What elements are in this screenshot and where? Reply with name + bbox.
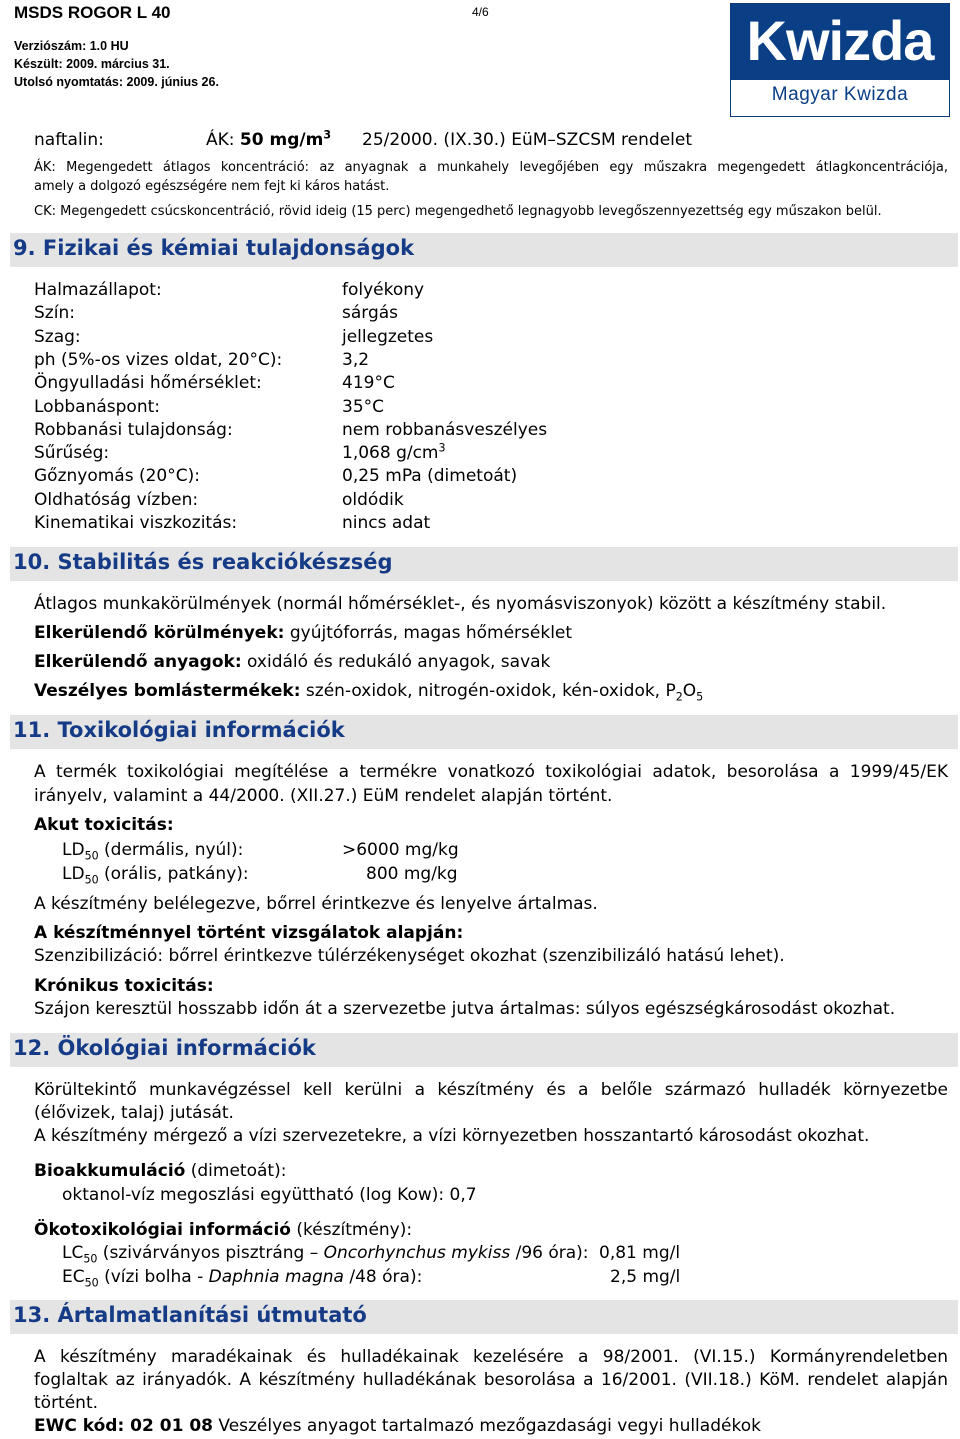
- ld50-oral-value: 800 mg/kg: [366, 864, 458, 884]
- section-11-heading: 11. Toxikológiai információk: [10, 715, 958, 749]
- property-value: 1,068 $g/cm^3$: [342, 441, 446, 463]
- lc50-trout-value: 0,81 mg/l: [599, 1243, 681, 1263]
- section-13-heading: 13. Ártalmatlanítási útmutató: [10, 1300, 958, 1334]
- ld50-dermal: $LD_{50}$ (dermális, nyúl):: [62, 840, 244, 863]
- property-value: jellegzetes: [342, 327, 434, 347]
- disposal-line1: A készítmény maradékainak és hulladékainak kezelésére a 98/2001. (VI.15.) Kormányrendeletben: [34, 1347, 948, 1367]
- chronic-toxicity-text: Szájon keresztül hosszabb időn át a szervezetbe jutva ártalmas: súlyos egészségkárosodást okozhat.: [34, 999, 896, 1019]
- tox-intro-line2: irányelv, valamint a 44/2000. (XII.27.) EüM rendelet alapján történt.: [34, 786, 613, 806]
- ck-definition: CK: Megengedett csúcskoncentráció, rövid ideig (15 perc) megengedhető legnagyobb levegőszennyezettség egy műszakon belül.: [34, 204, 882, 219]
- section-12-heading: 12. Ökológiai információk: [10, 1033, 958, 1067]
- property-value: sárgás: [342, 303, 399, 323]
- limit-ak: ÁK: 50 $mg/m^3$: [206, 128, 331, 150]
- page-header: [0, 0, 960, 120]
- bioaccumulation-label: Bioakkumuláció (dimetoát):: [34, 1161, 287, 1181]
- disposal-line3: történt.: [34, 1393, 99, 1413]
- eco-paragraph-line1: Körültekintő munkavégzéssel kell kerülni a készítmény és a belőle származó hulladék környezetbe: [34, 1080, 948, 1100]
- property-label: Robbanási tulajdonság:: [34, 420, 233, 440]
- property-label: Kinematikai viszkozitás:: [34, 513, 238, 533]
- kwizda-logo: [730, 3, 950, 117]
- ecotox-label: Ökotoxikológiai információ (készítmény):: [34, 1220, 413, 1240]
- bioaccumulation-value: oktanol-víz megoszlási együttható (log Kow): 0,7: [62, 1185, 477, 1205]
- property-label: Szín:: [34, 303, 75, 323]
- ec50-daphnia-value: 2,5 mg/l: [610, 1267, 681, 1287]
- property-label: Sűrűség:: [34, 443, 110, 463]
- printed-line: Utolsó nyomtatás: 2009. június 26.: [14, 75, 219, 89]
- materials-to-avoid: Elkerülendő anyagok: oxidáló és redukáló anyagok, savak: [34, 652, 551, 672]
- disposal-line2: foglaltak az irányadók. A készítmény hulladékának besorolása a 16/2001. (VII.18.) KöM. rendelet alapján: [34, 1370, 948, 1390]
- property-value: 419°C: [342, 373, 395, 393]
- property-label: Oldhatóság vízben:: [34, 490, 199, 510]
- section-9-heading: 9. Fizikai és kémiai tulajdonságok: [10, 233, 958, 267]
- chronic-toxicity-label: Krónikus toxicitás:: [34, 976, 214, 996]
- tox-intro-line1: A termék toxikológiai megítélése a termékre vonatkozó toxikológiai adatok, besorolása a 1999/45/EK: [34, 762, 948, 782]
- decomposition-products: Veszélyes bomlástermékek: szén-oxidok, nitrogén-oxidok, kén-oxidok, $P_2O_5$: [34, 681, 704, 704]
- property-value: oldódik: [342, 490, 404, 510]
- property-label: Lobbanáspont:: [34, 397, 160, 417]
- property-label: Szag:: [34, 327, 81, 347]
- page-number: 4/6: [472, 5, 489, 19]
- property-value: folyékony: [342, 280, 425, 300]
- ld50-oral: $LD_{50}$ (orális, patkány):: [62, 864, 249, 887]
- limit-reference: 25/2000. (IX.30.) EüM–SZCSM rendelet: [362, 130, 692, 150]
- created-line: Készült: 2009. március 31.: [14, 57, 170, 71]
- logo-subtitle: Magyar Kwizda: [771, 84, 909, 105]
- ld50-dermal-value: >6000 mg/kg: [342, 840, 459, 860]
- property-value: nincs adat: [342, 513, 431, 533]
- harmful-statement: A készítmény belélegezve, bőrrel érintkezve és lenyelve ártalmas.: [34, 894, 598, 914]
- document-title: MSDS ROGOR L 40: [14, 3, 171, 22]
- version-line: Verziószám: 1.0 HU: [14, 39, 129, 53]
- sensitization-statement: Szenzibilizáció: bőrrel érintkezve túlérzékenységet okozhat (szenzibilizáló hatású lehet).: [34, 946, 785, 966]
- property-value: 0,25 mPa (dimetoát): [342, 466, 518, 486]
- logo-wordmark: Kwizda: [746, 9, 934, 72]
- eco-paragraph-line2: (élővizek, talaj) jutását.: [34, 1103, 234, 1123]
- conditions-to-avoid: Elkerülendő körülmények: gyújtóforrás, magas hőmérséklet: [34, 623, 573, 643]
- property-label: Halmazállapot:: [34, 280, 162, 300]
- ak-definition-line2: amely a dolgozó egészségére nem fejt ki káros hatást.: [34, 179, 390, 194]
- acute-toxicity-label: Akut toxicitás:: [34, 815, 174, 835]
- ak-definition-line1: ÁK: Megengedett átlagos koncentráció: az anyagnak a munkahely levegőjében egy műszakra megengedett átlagkoncentrációja,: [34, 160, 948, 175]
- property-value: 35°C: [342, 397, 385, 417]
- ewc-code: EWC kód: 02 01 08 Veszélyes anyagot tartalmazó mezőgazdasági vegyi hulladékok: [34, 1416, 761, 1436]
- limit-substance: naftalin:: [34, 130, 104, 150]
- ec50-daphnia: $EC_{50}$ (vízi bolha - Daphnia magna /48 óra):: [62, 1267, 423, 1290]
- lc50-trout: $LC_{50}$ (szivárványos pisztráng – Oncorhynchus mykiss /96 óra):: [62, 1243, 589, 1266]
- section-10-heading: 10. Stabilitás és reakciókészség: [10, 547, 958, 581]
- stability-statement: Átlagos munkakörülmények (normál hőmérséklet-, és nyomásviszonyok) között a készítmény stabil.: [34, 594, 887, 614]
- property-label: Gőznyomás (20°C):: [34, 466, 200, 486]
- property-value: 3,2: [342, 350, 370, 370]
- property-value: nem robbanásveszélyes: [342, 420, 548, 440]
- property-label: ph (5%-os vizes oldat, 20°C):: [34, 350, 283, 370]
- tests-label: A készítménnyel történt vizsgálatok alapján:: [34, 923, 464, 943]
- property-label: Öngyulladási hőmérséklet:: [34, 373, 262, 393]
- eco-aquatic-toxicity: A készítmény mérgező a vízi szervezetekre, a vízi környezetben hosszantartó károsodást okozhat.: [34, 1126, 870, 1146]
